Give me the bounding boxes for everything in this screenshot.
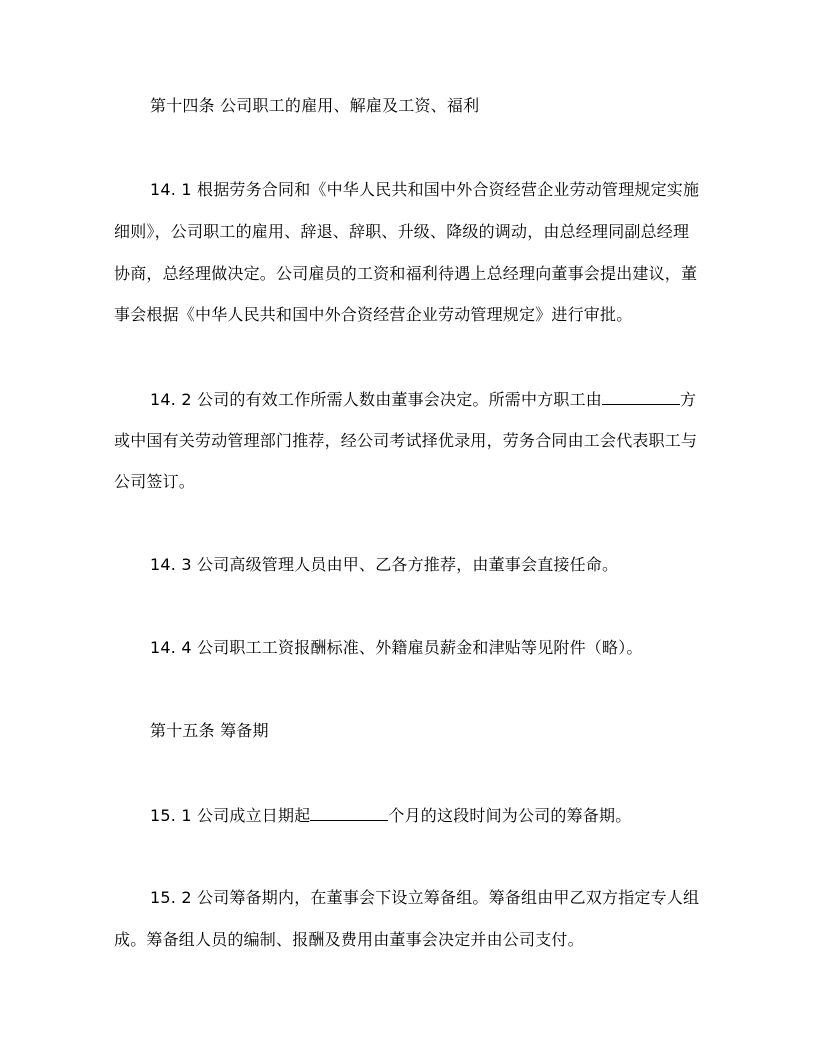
clause-14-1-line-2: 细则》，公司职工的雇用、辞退、辞职、升级、降级的调动，由总经理同副总经理 [114,222,690,241]
clause-14-3: 14. 3 公司高级管理人员由甲、乙各方推荐，由董事会直接任命。 [150,555,619,574]
clause-14-2-text-after-blank: 方 [680,390,697,409]
clause-15-1-text-before-blank: 15. 1 公司成立日期起 [150,806,311,825]
clause-14-1-line-4: 事会根据《中华人民共和国中外合资经营企业劳动管理规定》进行审批。 [114,305,633,324]
clause-14-4: 14. 4 公司职工工资报酬标准、外籍雇员薪金和津贴等见附件（略）。 [150,638,643,657]
clause-15-2-line-1: 15. 2 公司筹备期内，在董事会下设立筹备组。筹备组由甲乙双方指定专人组 [150,888,700,907]
clause-15-1-text-after-blank: 个月的这段时间为公司的筹备期。 [388,806,632,825]
article-15-heading: 第十五条 筹备期 [150,721,269,740]
clause-14-1-line-3: 协商，总经理做决定。公司雇员的工资和福利待遇上总经理向董事会提出建议，董 [114,264,698,283]
article-14-heading: 第十四条 公司职工的雇用、解雇及工资、福利 [150,96,480,115]
fill-in-blank [602,389,680,405]
clause-14-2-line-1 [150,389,740,409]
clause-14-2-line-2: 或中国有关劳动管理部门推荐，经公司考试择优录用，劳务合同由工会代表职工与 [114,431,698,450]
clause-14-1-line-1: 14. 1 根据劳务合同和《中华人民共和国中外合资经营企业劳动管理规定实施 [150,180,700,199]
fill-in-blank [310,805,388,821]
clause-15-1 [150,805,740,825]
clause-14-2-line-3: 公司签订。 [114,472,196,491]
clause-14-2-text-before-blank: 14. 2 公司的有效工作所需人数由董事会决定。所需中方职工由 [150,390,602,409]
clause-15-2-line-2: 成。筹备组人员的编制、报酬及费用由董事会决定并由公司支付。 [114,930,584,949]
